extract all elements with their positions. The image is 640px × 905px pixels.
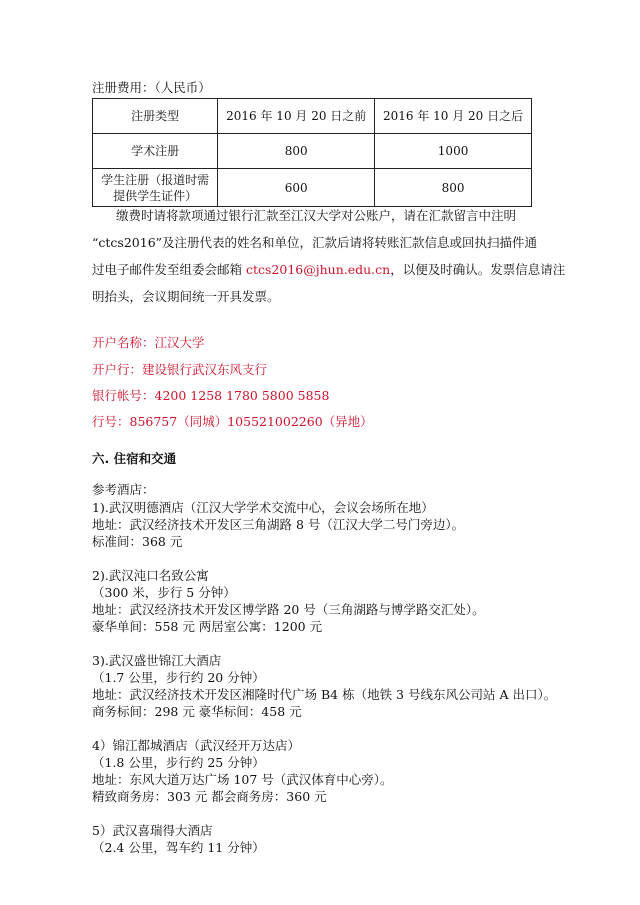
- bank-account-name: 开户名称：江汉大学: [92, 335, 205, 350]
- hotel-1-price: 标准间：368 元: [92, 534, 183, 549]
- cell-type: 学术注册: [93, 134, 218, 169]
- hotel-5-distance: （2.4 公里，驾车约 11 分钟）: [92, 840, 265, 855]
- hotel-3-price: 商务标间：298 元 豪华标间：458 元: [92, 704, 302, 719]
- hotel-3-distance: （1.7 公里，步行约 20 分钟）: [92, 670, 265, 685]
- registration-fee-table: [92, 98, 532, 207]
- bank-code: 行号：856757（同城）105521002260（异地）: [92, 414, 373, 429]
- hotel-2-distance: （300 米，步行 5 分钟）: [92, 585, 236, 600]
- hotel-3-address: 地址：武汉经济技术开发区湘隆时代广场 B4 栋（地铁 3 号线东风公司站 A 出口）。: [92, 687, 557, 702]
- hotel-2-price: 豪华单间：558 元 两居室公寓：1200 元: [92, 619, 323, 634]
- hotel-2-address: 地址：武汉经济技术开发区博学路 20 号（三角湖路与博学路交汇处）。: [92, 602, 485, 617]
- cell-after: 1000: [375, 134, 532, 169]
- header-cell-after: 2016 年 10 月 20 日之后: [375, 99, 532, 134]
- cell-type-line2: 提供学生证件）: [113, 188, 198, 203]
- bank-branch: 开户行：建设银行武汉东风支行: [92, 362, 268, 377]
- header-cell-type: 注册类型: [93, 99, 218, 134]
- hotel-2-name: 2).武汉沌口名致公寓: [92, 568, 209, 583]
- hotel-4-name: 4）锦江都城酒店（武汉经开万达店）: [92, 738, 300, 753]
- cell-type-line1: 学生注册（报道时需: [101, 172, 210, 187]
- payment-line-1: 缴费时请将款项通过银行汇款至江汉大学对公账户，请在汇款留言中注明: [116, 208, 517, 223]
- hotel-4-price: 精致商务房：303 元 都会商务房：360 元: [92, 789, 327, 804]
- cell-before: 800: [218, 134, 375, 169]
- payment-line-4: 明抬头，会议期间统一开具发票。: [92, 289, 280, 304]
- hotel-5-name: 5）武汉喜瑞得大酒店: [92, 823, 213, 838]
- hotel-1-address: 地址：武汉经济技术开发区三角湖路 8 号（江汉大学二号门旁边）。: [92, 517, 465, 532]
- header-cell-before: 2016 年 10 月 20 日之前: [218, 99, 375, 134]
- payment-line-2: “ctcs2016”及注册代表的姓名和单位，汇款后请将转账汇款信息或回执扫描件通: [92, 235, 538, 250]
- hotels-intro: 参考酒店：: [92, 482, 155, 497]
- payment-line-3-tail: ，以便及时确认。发票信息请注: [390, 262, 566, 277]
- hotel-4-distance: （1.8 公里，步行约 25 分钟）: [92, 755, 265, 770]
- cell-type: [93, 169, 218, 207]
- organizer-email-link[interactable]: ctcs2016@jhun.edu.cn: [245, 262, 391, 277]
- hotel-3-name: 3).武汉盛世锦江大酒店: [92, 653, 222, 668]
- fees-heading: 注册费用：（人民币）: [92, 80, 211, 95]
- section-title: 六. 住宿和交通: [92, 451, 177, 466]
- cell-after: 800: [375, 169, 532, 207]
- cell-before: 600: [218, 169, 375, 207]
- hotel-1-name: 1).武汉明德酒店（江汉大学学术交流中心，会议会场所在地）: [92, 500, 434, 515]
- table-header-row: [93, 99, 532, 134]
- payment-line-3: [92, 261, 565, 279]
- payment-line-3-text: 过电子邮件发至组委会邮箱: [92, 262, 246, 277]
- bank-account-number: 银行帐号：4200 1258 1780 5800 5858: [92, 388, 330, 403]
- table-row: [93, 169, 532, 207]
- table-row: [93, 134, 532, 169]
- hotel-4-address: 地址：东风大道万达广场 107 号（武汉体育中心旁）。: [92, 772, 393, 787]
